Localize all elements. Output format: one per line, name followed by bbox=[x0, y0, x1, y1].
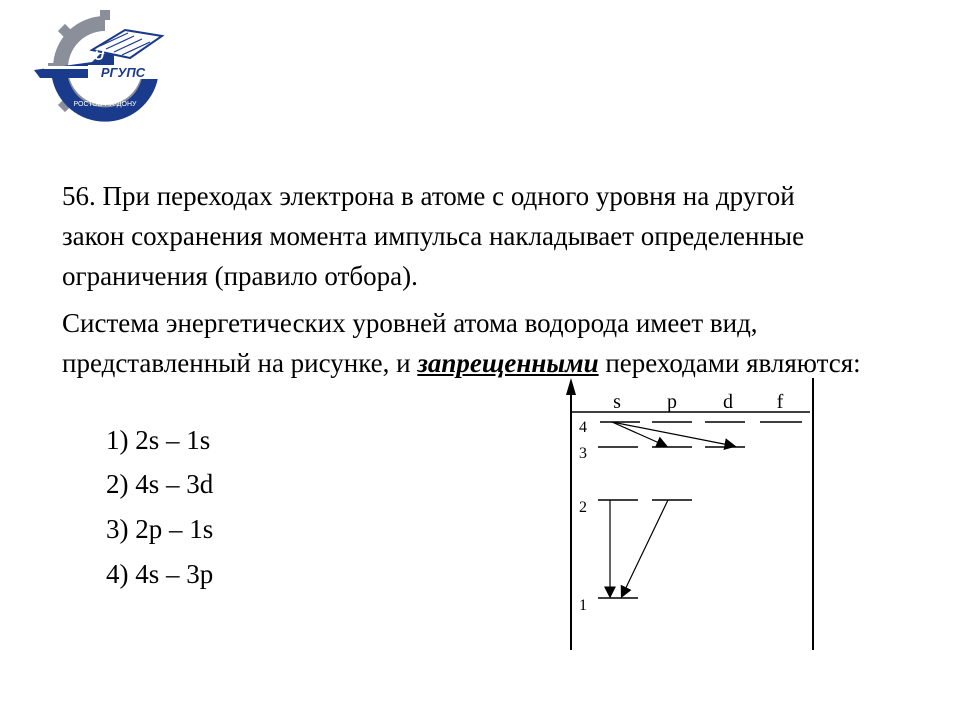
column-label-d: d bbox=[723, 391, 733, 413]
logo-title: РГУПС bbox=[100, 65, 146, 80]
level-label-4: 4 bbox=[579, 419, 587, 436]
logo-blue-band bbox=[52, 78, 158, 122]
rgups-logo bbox=[30, 8, 180, 128]
transition-2p-1s bbox=[622, 500, 668, 596]
answer-option-3[interactable]: 3) 2p – 1s bbox=[106, 514, 214, 544]
transition-arrows bbox=[610, 422, 734, 596]
question-body-before: Система энергетических уровней атома водорода имеет вид, представленный на рисунке, и bbox=[62, 308, 758, 378]
forbidden-emphasis: запрещенными bbox=[417, 348, 599, 378]
level-label-2: 2 bbox=[579, 499, 587, 516]
column-label-f: f bbox=[776, 391, 784, 413]
question-number: 56. bbox=[62, 181, 96, 211]
question-body-after: переходами являются: bbox=[598, 348, 861, 378]
question-intro bbox=[62, 176, 862, 296]
column-label-s: s bbox=[613, 391, 621, 413]
energy-axis-arrow-icon bbox=[566, 378, 576, 395]
answer-option-4[interactable]: 4) 4s – 3p bbox=[106, 559, 214, 589]
level-label-3: 3 bbox=[579, 445, 587, 462]
level-label-1: 1 bbox=[579, 597, 587, 614]
column-label-p: p bbox=[667, 391, 677, 413]
logo-letter: U bbox=[94, 47, 105, 63]
answer-option-1[interactable]: 1) 2s – 1s bbox=[106, 425, 211, 455]
answer-option-2[interactable]: 2) 4s – 3d bbox=[106, 469, 214, 499]
question-intro-text: При переходах электрона в атоме с одного уровня на другой закон сохранения момента импульса накладывает определенные ограничения (правило отбора). bbox=[62, 181, 805, 291]
energy-level-diagram bbox=[540, 370, 830, 660]
logo-ring-text: РОСТОВ-НА-ДОНУ bbox=[73, 101, 137, 108]
transition-4s-3d bbox=[612, 422, 734, 446]
transition-4s-3p bbox=[612, 422, 666, 446]
